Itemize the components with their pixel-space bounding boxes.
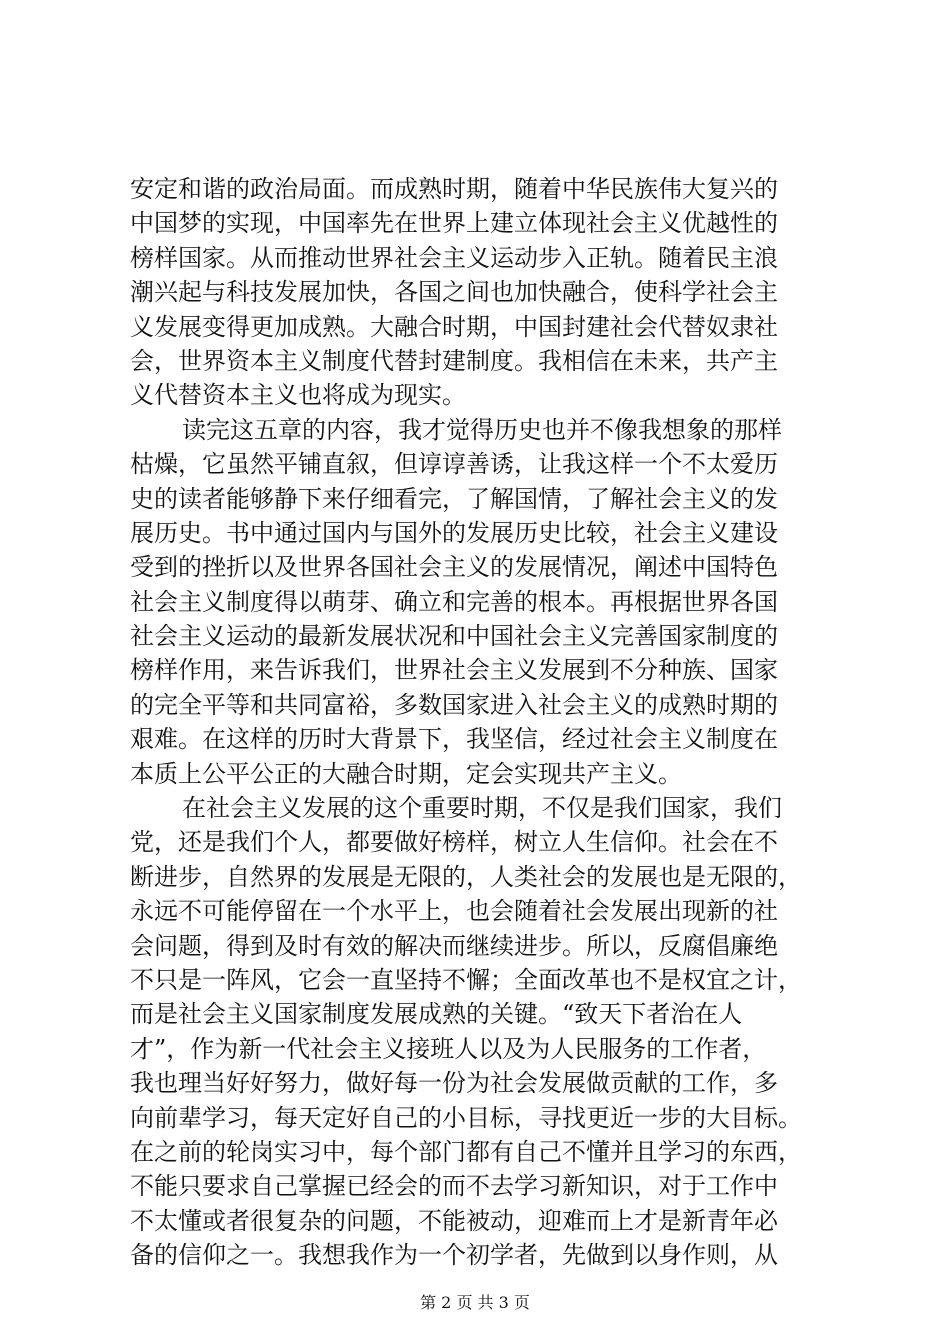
text-line: 不太懂或者很复杂的问题，不能被动，迎难而上才是新青年必 bbox=[130, 1206, 778, 1235]
page-number-footer: 第 2 页 共 3 页 bbox=[420, 1293, 530, 1312]
text-line: 不能只要求自己掌握已经会的而不去学习新知识，对于工作中 bbox=[130, 1172, 778, 1201]
paragraph-first-line: 读完这五章的内容，我才觉得历史也并不像我想象的那样 bbox=[182, 415, 782, 444]
text-line: 不只是一阵风，它会一直坚持不懈；全面改革也不是权宜之计， bbox=[130, 965, 802, 994]
text-line: 备的信仰之一。我想我作为一个初学者，先做到以身作则，从 bbox=[130, 1241, 778, 1270]
text-line: 受到的挫折以及世界各国社会主义的发展情况，阐述中国特色 bbox=[130, 553, 778, 582]
text-line: 社会主义运动的最新发展状况和中国社会主义完善国家制度的 bbox=[130, 622, 778, 651]
text-line: 的完全平等和共同富裕，多数国家进入社会主义的成熟时期的 bbox=[130, 690, 778, 719]
text-line: 我也理当好好努力，做好每一份为社会发展做贡献的工作，多 bbox=[130, 1069, 778, 1098]
text-line: 枯燥，它虽然平铺直叙，但谆谆善诱，让我这样一个不太爱历 bbox=[130, 450, 778, 479]
document-body bbox=[130, 172, 830, 1273]
paragraph-first-line: 在社会主义发展的这个重要时期，不仅是我们国家，我们 bbox=[182, 794, 782, 823]
text-line: 义发展变得更加成熟。大融合时期，中国封建社会代替奴隶社 bbox=[130, 312, 778, 341]
text-line: 本质上公平公正的大融合时期，定会实现共产主义。 bbox=[130, 759, 682, 788]
text-line: 永远不可能停留在一个水平上，也会随着社会发展出现新的社 bbox=[130, 897, 778, 926]
text-line: 艰难。在这样的历时大背景下，我坚信，经过社会主义制度在 bbox=[130, 725, 778, 754]
text-line: 史的读者能够静下来仔细看完，了解国情，了解社会主义的发 bbox=[130, 484, 778, 513]
text-line: 在之前的轮岗实习中，每个部门都有自己不懂并且学习的东西， bbox=[130, 1137, 802, 1166]
text-line: 才”，作为新一代社会主义接班人以及为人民服务的工作者， bbox=[130, 1034, 767, 1063]
text-line: 会，世界资本主义制度代替封建制度。我相信在未来，共产主 bbox=[130, 346, 778, 375]
text-line: 榜样作用，来告诉我们，世界社会主义发展到不分种族、国家 bbox=[130, 656, 778, 685]
text-line: 社会主义制度得以萌芽、确立和完善的根本。再根据世界各国 bbox=[130, 587, 778, 616]
text-line: 党，还是我们个人，都要做好榜样，树立人生信仰。社会在不 bbox=[130, 828, 778, 857]
text-line: 榜样国家。从而推动世界社会主义运动步入正轨。随着民主浪 bbox=[130, 243, 778, 272]
text-line: 而是社会主义国家制度发展成熟的关键。“致天下者治在人 bbox=[130, 1000, 743, 1029]
text-line: 断进步，自然界的发展是无限的，人类社会的发展也是无限的， bbox=[130, 862, 802, 891]
text-line: 展历史。书中通过国内与国外的发展历史比较，社会主义建设 bbox=[130, 518, 778, 547]
text-line: 会问题，得到及时有效的解决而继续进步。所以，反腐倡廉绝 bbox=[130, 931, 778, 960]
text-line: 潮兴起与科技发展加快，各国之间也加快融合，使科学社会主 bbox=[130, 278, 778, 307]
text-line: 中国梦的实现，中国率先在世界上建立体现社会主义优越性的 bbox=[130, 209, 778, 238]
text-line: 安定和谐的政治局面。而成熟时期，随着中华民族伟大复兴的 bbox=[130, 175, 778, 203]
text-line: 向前辈学习，每天定好自己的小目标，寻找更近一步的大目标。 bbox=[130, 1103, 802, 1132]
text-line: 义代替资本主义也将成为现实。 bbox=[130, 381, 466, 410]
